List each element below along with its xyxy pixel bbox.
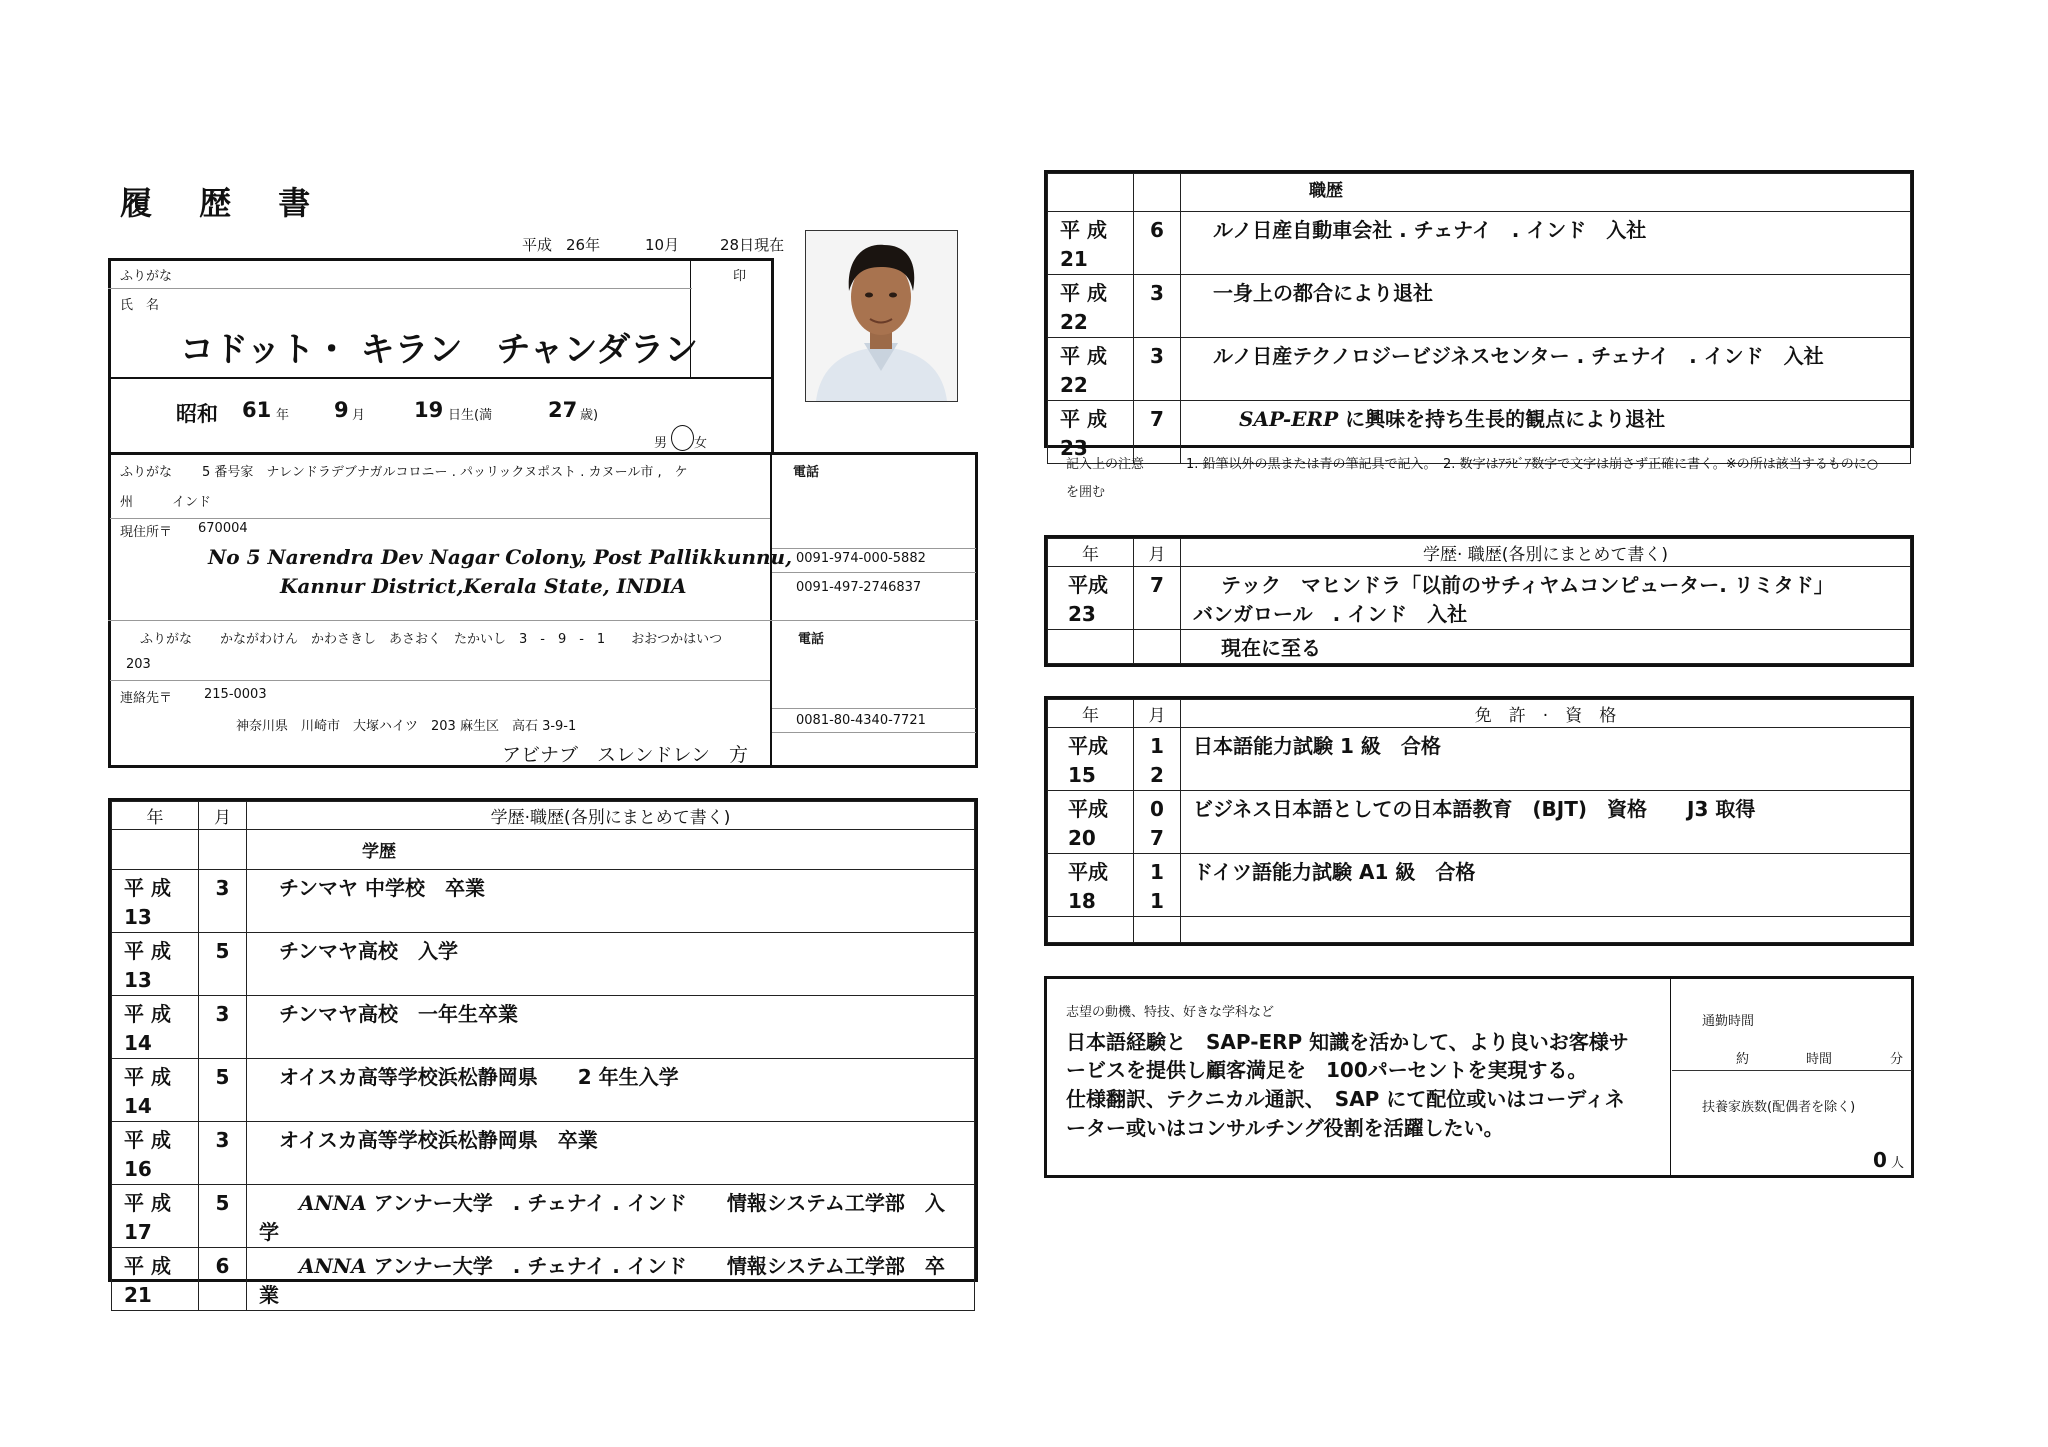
postal-label: 現住所〒: [120, 525, 173, 540]
dependents-value: 0: [1873, 1148, 1887, 1172]
license-table: [1044, 696, 1914, 946]
table-row: 平成 18 1 1 ドイツ語能力試験 A1 級 合格: [1048, 854, 1911, 917]
license-header-month: 月: [1134, 700, 1181, 728]
license-header-content: 免 許 · 資 格: [1181, 700, 1911, 728]
furigana-label: ふりがな: [120, 269, 173, 284]
table-row: 平 成 22 3 ルノ日産テクノロジービジネスセンター . チェナイ . インド 入社: [1048, 338, 1911, 401]
birth-month-unit: 月: [352, 408, 366, 423]
applicant-name: コドット・ キラン チャンダラン: [180, 330, 699, 370]
table-row: 現在に至る: [1048, 630, 1911, 664]
work-history-table-2: [1044, 535, 1914, 667]
contact-address: 神奈川県 川崎市 大塚ハイツ 203 麻生区 高石 3-9-1: [236, 719, 577, 734]
commute-minutes: 分: [1890, 1052, 1904, 1067]
date-day: 28日現在: [720, 236, 785, 254]
table-row: [1048, 917, 1911, 943]
dependents-label: 扶養家族数(配偶者を除く): [1702, 1100, 1856, 1115]
age-unit: 歳): [580, 408, 599, 423]
table-row: 平 成 13 3 チンマヤ 中学校 卒業: [112, 870, 975, 933]
address-furigana: 5 番号家 ナレンドラデブナガルコロニー . パッリックヌポスト . カヌール市 , ケ: [202, 465, 688, 480]
phone-1: 0091-974-000-5882: [796, 551, 926, 566]
age-value: 27: [548, 398, 578, 422]
table-row: 平成 15 1 2 日本語能力試験 1 級 合格: [1048, 728, 1911, 791]
commute-label: 通勤時間: [1702, 1014, 1755, 1029]
table-row: 平 成 21 6 ルノ日産自動車会社 . チェナイ . インド 入社: [1048, 212, 1911, 275]
table-row: 平 成 21 6 ANNA アンナー大学 . チェナイ . インド 情報システム工学部 卒 業: [112, 1248, 975, 1311]
portrait-image: [806, 231, 957, 401]
address-line-1: No 5 Narendra Dev Nagar Colony, Post Pallikkunnu,: [208, 545, 793, 569]
table-row: 平 成 13 5 チンマヤ高校 入学: [112, 933, 975, 996]
birth-era: 昭和: [176, 402, 218, 426]
motivation-line-2: ービスを提供し顧客満足を 100パーセントを実現する。: [1066, 1058, 1588, 1082]
contact-furigana-label: ふりがな: [140, 632, 193, 647]
edu-header-content: 学歴·職歴(各別にまとめて書く): [247, 802, 975, 830]
table-row: 平 成 22 3 一身上の都合により退社: [1048, 275, 1911, 338]
birth-year: 61: [242, 398, 272, 422]
motivation-line-4: ーター或いはコンサルチング役割を活躍したい。: [1066, 1116, 1504, 1140]
seal-label: 印: [733, 269, 747, 284]
work2-header-content: 学歴· 職歴(各別にまとめて書く): [1181, 539, 1911, 567]
address-furigana-2: 州 インド: [120, 495, 212, 510]
table-row: 平 成 14 3 チンマヤ高校 一年生卒業: [112, 996, 975, 1059]
notes-label: 記入上の注意: [1066, 457, 1145, 472]
applicant-photo: [805, 230, 958, 402]
document-title: 履 歴 書: [120, 184, 329, 222]
notes-text-2: を囲む: [1066, 485, 1106, 500]
contact-furigana-2: 203: [126, 657, 151, 672]
phone-label: 電話: [793, 465, 820, 480]
table-row: 平 成 23 7 SAP-ERP に興味を持ち生長的観点により退社: [1048, 401, 1911, 464]
motivation-line-1: 日本語経験と SAP-ERP 知識を活かして、より良いお客様サ: [1066, 1030, 1629, 1054]
work2-header-month: 月: [1134, 539, 1181, 567]
contact-furigana: かながわけん かわさきし あさおく たかいし 3 - 9 - 1 おおつかはいつ: [220, 632, 723, 647]
work-section-label: 職歴: [1181, 174, 1911, 212]
contact-postal-label: 連絡先〒: [120, 691, 173, 706]
birth-year-unit: 年: [276, 408, 290, 423]
gender-female: 女: [694, 436, 708, 451]
edu-header-month: 月: [199, 802, 247, 830]
license-header-year: 年: [1048, 700, 1134, 728]
edu-header-year: 年: [112, 802, 199, 830]
contact-phone-label: 電話: [798, 632, 825, 647]
commute-hours: 時間: [1806, 1052, 1833, 1067]
birth-day-unit: 日生(満: [448, 408, 493, 423]
address-line-2: Kannur District,Kerala State, INDIA: [280, 574, 687, 598]
phone-2: 0091-497-2746837: [796, 580, 922, 595]
birth-month: 9: [334, 398, 349, 422]
date-era: 平成: [522, 236, 553, 254]
gender-male: 男: [654, 436, 668, 451]
commute-approx: 約: [1736, 1052, 1750, 1067]
table-row: 平 成 16 3 オイスカ高等学校浜松静岡県 卒業: [112, 1122, 975, 1185]
notes-text: 1. 鉛筆以外の黒または青の筆記具で記入。 2. 数字はｱﾗﾋﾞｱ数字で文字は崩さず正確に書く。※の所は該当するものに○: [1186, 457, 1879, 472]
name-label: 氏 名: [120, 298, 160, 313]
date-year: 26年: [566, 236, 601, 254]
birth-day: 19: [414, 398, 444, 422]
table-row: 平成 20 0 7 ビジネス日本語としての日本語教育 (BJT) 資格 J3 取得: [1048, 791, 1911, 854]
dependents-unit: 人: [1891, 1156, 1905, 1171]
education-table: [108, 798, 978, 1307]
table-row: 平 成 14 5 オイスカ高等学校浜松静岡県 2 年生入学: [112, 1059, 975, 1122]
contact-postal: 215-0003: [204, 687, 267, 702]
edu-section-label: 学歴: [247, 830, 975, 870]
care-of: アビナブ スレンドレン 方: [502, 744, 749, 766]
gender-circle-mark: [671, 425, 694, 451]
postal-code: 670004: [198, 521, 248, 536]
motivation-label: 志望の動機、特技、好きな学科など: [1066, 1005, 1275, 1020]
contact-phone: 0081-80-4340-7721: [796, 713, 926, 728]
motivation-line-3: 仕様翻訳、テクニカル通訳、 SAP にて配位或いはコーディネ: [1066, 1087, 1625, 1111]
date-month: 10月: [645, 236, 680, 254]
work-history-table: [1044, 170, 1914, 460]
table-row: 平成 23 7 テック マヒンドラ「以前のサチィヤムコンピューター. リミタド」 バンガロール . インド 入社: [1048, 567, 1911, 630]
table-row: 平 成 17 5 ANNA アンナー大学 . チェナイ . インド 情報システム工学部 入 学: [112, 1185, 975, 1248]
work2-header-year: 年: [1048, 539, 1134, 567]
address-furigana-label: ふりがな: [120, 465, 173, 480]
